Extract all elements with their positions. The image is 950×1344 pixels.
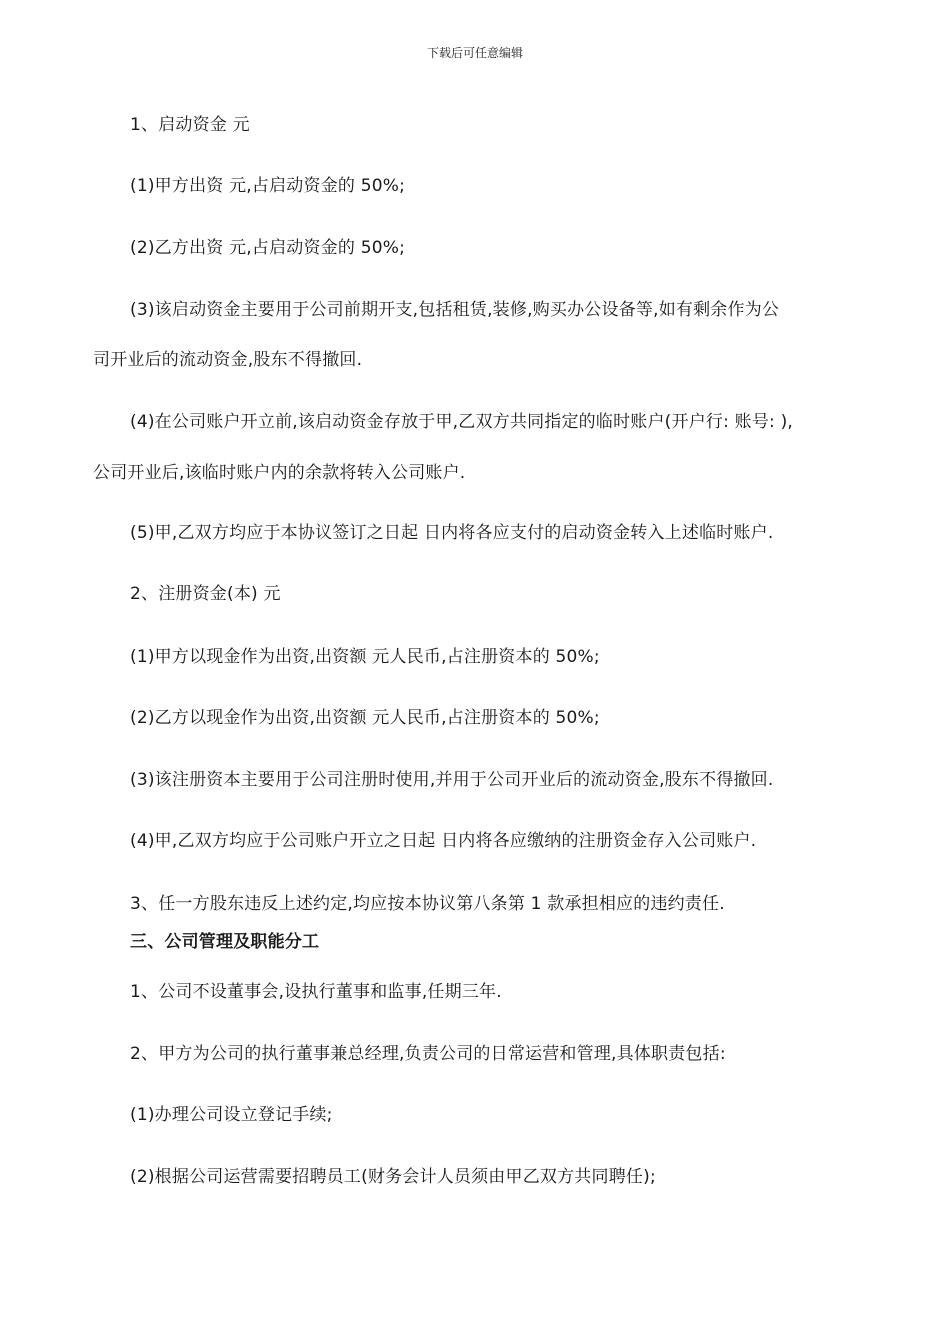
paragraph-registered-capital: 2、注册资金(本) 元 — [130, 584, 281, 604]
paragraph-breach-liability: 3、任一方股东违反上述约定,均应按本协议第八条第 1 款承担相应的违约责任. — [130, 894, 725, 914]
paragraph-temporary-account: (4)在公司账户开立前,该启动资金存放于甲,乙双方共同指定的临时账户(开户行: 账号: ), — [130, 412, 794, 432]
page-header: 下载后可任意编辑 — [426, 46, 523, 60]
paragraph-party-b-cash: (2)乙方以现金作为出资,出资额 元人民币,占注册资本的 50%; — [130, 708, 600, 728]
paragraph-registration-procedures: (1)办理公司设立登记手续; — [130, 1105, 333, 1125]
paragraph-party-b-contribution: (2)乙方出资 元,占启动资金的 50%; — [130, 238, 406, 258]
paragraph-general-manager: 2、甲方为公司的执行董事兼总经理,负责公司的日常运营和管理,具体职责包括: — [130, 1044, 726, 1064]
paragraph-party-a-contribution: (1)甲方出资 元,占启动资金的 50%; — [130, 176, 406, 196]
paragraph-capital-deposit: (4)甲,乙双方均应于公司账户开立之日起 日内将各应缴纳的注册资金存入公司账户. — [130, 831, 757, 851]
paragraph-registered-capital-usage: (3)该注册资本主要用于公司注册时使用,并用于公司开业后的流动资金,股东不得撤回. — [130, 770, 774, 790]
paragraph-transfer-deadline: (5)甲,乙双方均应于本协议签订之日起 日内将各应支付的启动资金转入上述临时账户. — [130, 523, 774, 543]
paragraph-staff-recruitment: (2)根据公司运营需要招聘员工(财务会计人员须由甲乙双方共同聘任); — [130, 1167, 656, 1187]
section-heading-management: 三、公司管理及职能分工 — [130, 932, 320, 952]
paragraph-startup-funds-usage-cont: 司开业后的流动资金,股东不得撤回. — [93, 350, 363, 370]
paragraph-startup-funds-usage: (3)该启动资金主要用于公司前期开支,包括租赁,装修,购买办公设备等,如有剩余作为公 — [130, 300, 780, 320]
paragraph-startup-funds: 1、启动资金 元 — [130, 115, 250, 135]
paragraph-executive-director: 1、公司不设董事会,设执行董事和监事,任期三年. — [130, 982, 502, 1002]
paragraph-party-a-cash: (1)甲方以现金作为出资,出资额 元人民币,占注册资本的 50%; — [130, 647, 600, 667]
paragraph-temporary-account-cont: 公司开业后,该临时账户内的余款将转入公司账户. — [93, 463, 466, 483]
